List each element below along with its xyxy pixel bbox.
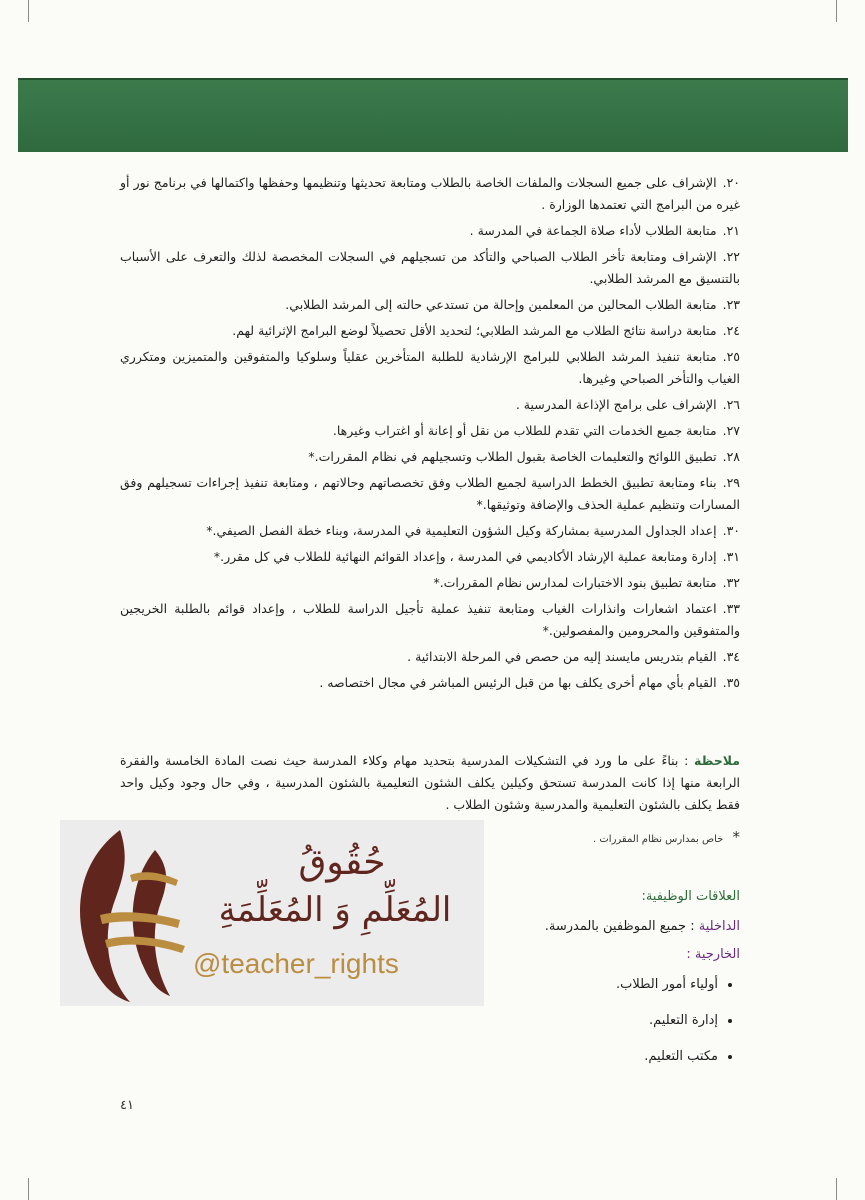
- list-item: ٣١.إدارة ومتابعة عملية الإرشاد الأكاديمي في المدرسة ، وإعداد القوائم النهائية للطلاب في كل مقرر.*: [213, 549, 740, 564]
- header-banner: [18, 78, 848, 152]
- list-item: ٢١.متابعة الطلاب لأداء صلاة الجماعة في المدرسة .: [469, 223, 740, 238]
- list-item: • أولياء أمور الطلاب.: [400, 974, 718, 996]
- crop-mark-bottom-right: [836, 1178, 837, 1200]
- watermark-title-line2: المُعَلِّمِ وَ المُعَلِّمَةِ: [218, 890, 452, 930]
- list-item: ٢٨.تطبيق اللوائح والتعليمات الخاصة بقبول الطلاب وتسجيلهم في نظام المقررات.*: [308, 449, 740, 464]
- crop-mark-top-right: [836, 0, 837, 22]
- list-item: ٣٥.القيام بأي مهام أخرى يكلف بها من قبل الرئيس المباشر في مجال اختصاصه .: [319, 675, 740, 690]
- external-label: الخارجية :: [686, 947, 740, 962]
- crop-mark-bottom-left: [28, 1178, 29, 1200]
- list-item: ٢٢.الإشراف ومتابعة تأخر الطلاب الصباحي والتأكد من تسجيلهم في السجلات المخصصة لذلك والتعرف على الأسباب بالتنسيق مع المرشد الطلابي.: [120, 249, 740, 286]
- page-number: ٤١: [120, 1098, 134, 1113]
- list-item: ٢٧.متابعة جميع الخدمات التي تقدم للطلاب من نقل أو إعانة أو اغتراب وغيرها.: [332, 423, 740, 438]
- relations-title: العلاقات الوظيفية:: [641, 889, 740, 904]
- duties-list: [120, 172, 740, 698]
- list-item: • إدارة التعليم.: [400, 1010, 718, 1032]
- list-item: ٣٣.اعتماد اشعارات وانذارات الغياب ومتابعة تنفيذ عملية تأجيل الدراسة للطلاب ، وإعداد قوائم بالطلبة الخريجين والمتفوقين والمحرومين والمفصولين.*: [120, 601, 740, 638]
- list-item: • مكتب التعليم.: [400, 1046, 718, 1068]
- list-item: ٢٦.الإشراف على برامج الإذاعة المدرسية .: [515, 397, 740, 412]
- note-text: : بناءً على ما ورد في التشكيلات المدرسية بتحديد مهام وكلاء المدرسة حيث نصت المادة الخامسة والفقرة الرابعة منها إذا كانت المدرسة تستحق وكيلين يكلف الشئون التعليمية بالشئون المدرسية ، وفي حال وجود وكيل واحد فقط يكلف بالشئون التعليمية والمدرسية وشئون الطلاب .: [120, 753, 740, 812]
- internal-label: الداخلية: [698, 919, 740, 934]
- note-paragraph: [120, 750, 740, 816]
- list-item: ٢٠.الإشراف على جميع السجلات والملفات الخاصة بالطلاب ومتابعة تحديثها وتنظيمها وحفظها واكتمالها في برنامج نور أو غيره من البرامج التي تعتمدها الوزارة .: [120, 175, 740, 212]
- list-item: ٢٩.بناء ومتابعة تطبيق الخطط الدراسية لجميع الطلاب وفق تخصصاتهم وحالاتهم ، ومتابعة تنفيذ إجراءات تسجيلهم وفق المسارات وتنظيم عملية الحذف والإضافة وتوثيقها.*: [120, 475, 740, 512]
- footnote-text: خاص بمدارس نظام المقررات .: [593, 834, 724, 845]
- calligraphy-emblem-icon: [60, 820, 200, 1006]
- watermark-title-line1: حُقُوقُ: [298, 842, 386, 883]
- internal-text: : جميع الموظفين بالمدرسة.: [544, 919, 695, 934]
- watermark-logo: [60, 820, 484, 1006]
- list-item: ٢٣.متابعة الطلاب المحالين من المعلمين وإحالة من تستدعي حالته إلى المرشد الطلابي.: [285, 297, 740, 312]
- list-item: ٢٥.متابعة تنفيذ المرشد الطلابي للبرامج الإرشادية للطلبة المتأخرين عقلياً وسلوكيا والمتفوقين والمتميزين ومتكرري الغياب والتأخر الصباحي وغيرها.: [120, 349, 740, 386]
- list-item: ٣٠.إعداد الجداول المدرسية بمشاركة وكيل الشؤون التعليمية في المدرسة، وبناء خطة الفصل الصيفي.*: [206, 523, 740, 538]
- note-label: ملاحظة: [693, 753, 740, 768]
- list-item: ٣٤.القيام بتدريس مايسند إليه من حصص في المرحلة الابتدائية .: [407, 649, 740, 664]
- crop-mark-top-left: [28, 0, 29, 22]
- list-item: ٢٤.متابعة دراسة نتائج الطلاب مع المرشد الطلابي؛ لتحديد الأقل تحصيلاً لوضع البرامج الإثرائية لهم.: [232, 323, 740, 338]
- footnote-star: *: [732, 828, 740, 846]
- watermark-handle: @teacher_rights: [193, 948, 399, 979]
- list-item: ٣٢.متابعة تطبيق بنود الاختبارات لمدارس نظام المقررات.*: [433, 575, 740, 590]
